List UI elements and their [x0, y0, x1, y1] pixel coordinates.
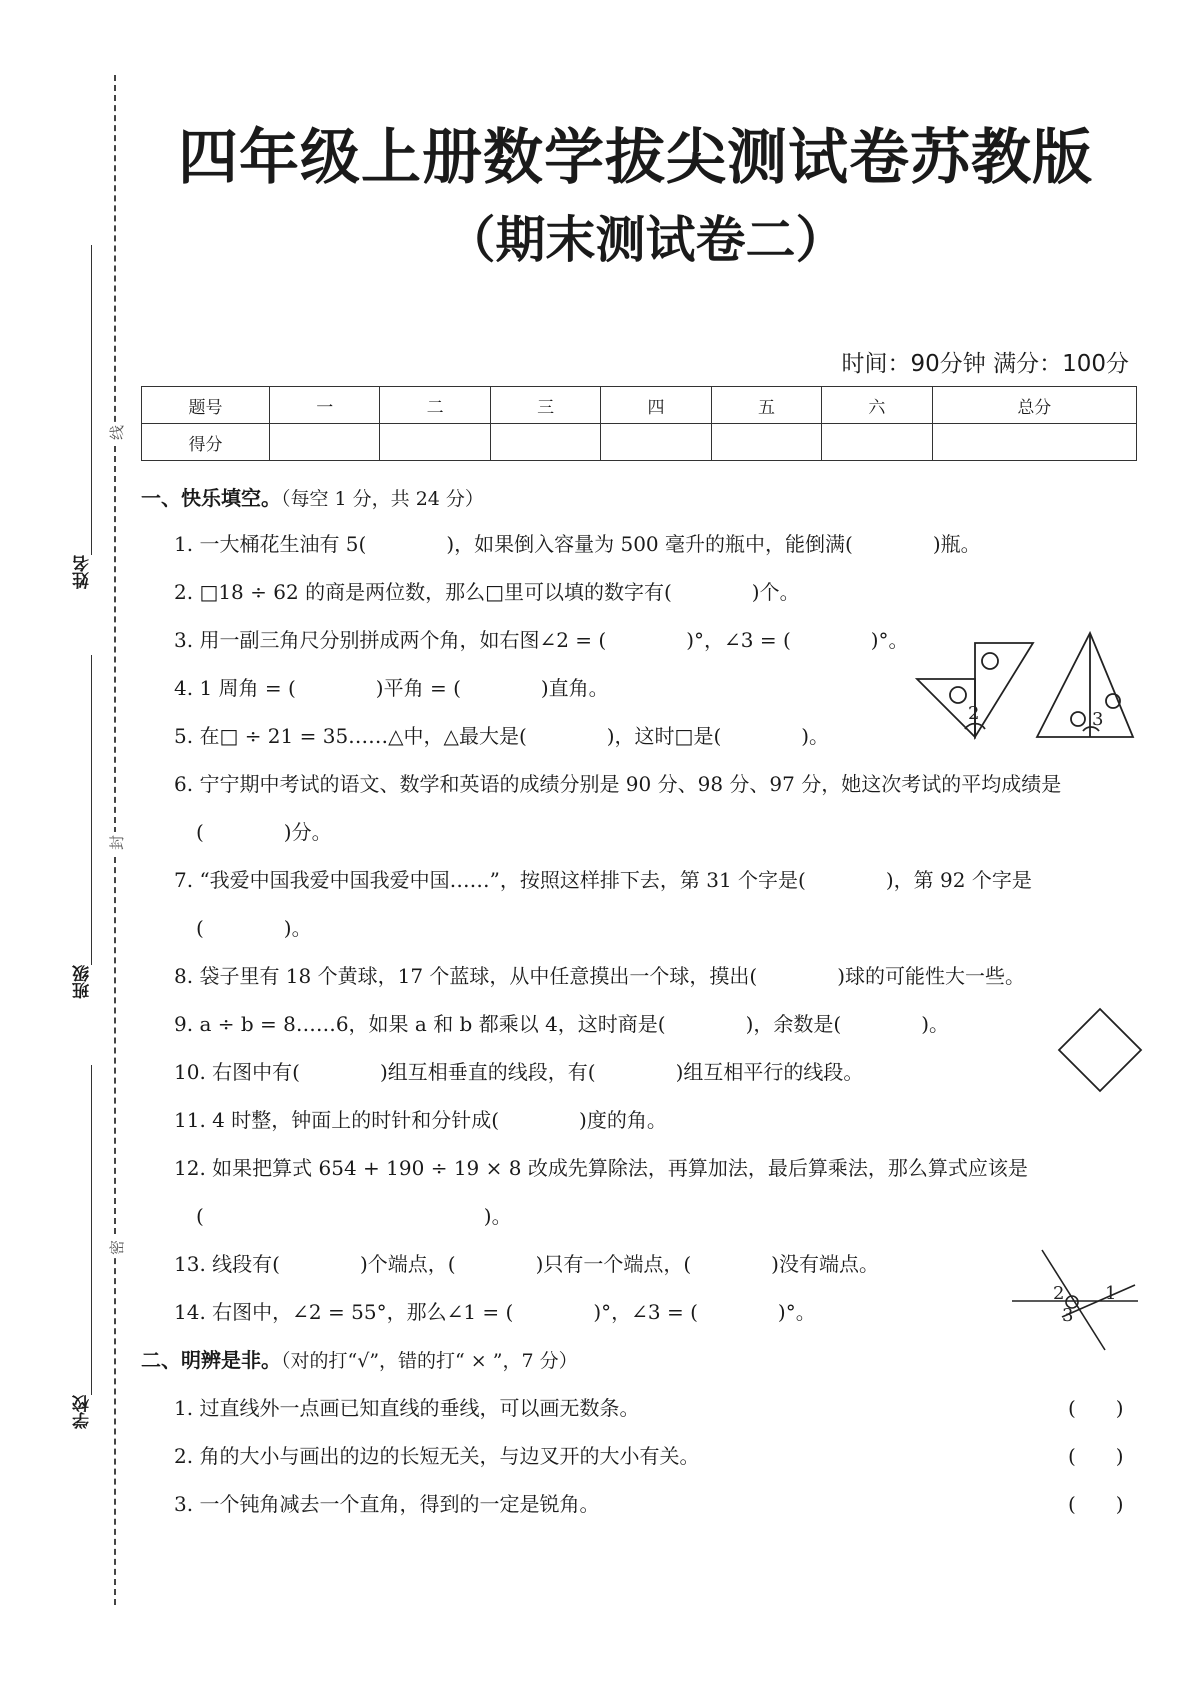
- question-1-2: 2. □18 ÷ 62 的商是两位数，那么□里可以填的数字有( )个。: [174, 580, 800, 604]
- score-cell[interactable]: [601, 424, 711, 461]
- angle-2-label: 2: [968, 703, 980, 724]
- score-cell[interactable]: [490, 424, 600, 461]
- class-field-label: 班级: [73, 965, 93, 999]
- seal-char-xian: 线: [109, 424, 124, 442]
- class-field-line[interactable]: [91, 655, 92, 965]
- school-field-label: 学校: [73, 1395, 93, 1429]
- square-figure: [1055, 1005, 1145, 1095]
- question-1-12: 12. 如果把算式 654 + 190 ÷ 19 × 8 改成先算除法，再算加法，最后算乘法，那么算式应该是: [174, 1156, 1028, 1180]
- header-cell: 总分: [932, 387, 1136, 424]
- set-square-figure: [915, 625, 1135, 745]
- name-field-line[interactable]: [91, 245, 92, 555]
- answer-box-2-2[interactable]: ( ): [1068, 1444, 1124, 1468]
- page-subtitle: （期末测试卷二）: [445, 211, 846, 269]
- score-table-header-row: [142, 387, 1137, 424]
- section-1-note: （每空 1 分，共 24 分）: [281, 488, 484, 510]
- question-1-11: 11. 4 时整，钟面上的时针和分针成( )度的角。: [174, 1108, 667, 1132]
- angle-2-label: 2: [1053, 1283, 1065, 1304]
- question-1-7-cont: ( )。: [196, 916, 312, 940]
- page-title: 四年级上册数学拔尖测试卷苏教版: [178, 123, 1093, 193]
- seal-char-feng: 封: [109, 834, 124, 852]
- answer-box-2-3[interactable]: ( ): [1068, 1492, 1124, 1516]
- question-1-13: 13. 线段有( )个端点，( )只有一个端点，( )没有端点。: [174, 1252, 879, 1276]
- header-cell: 四: [601, 387, 711, 424]
- intersecting-lines-figure: [1010, 1245, 1140, 1355]
- question-1-6: 6. 宁宁期中考试的语文、数学和英语的成绩分别是 90 分、98 分、97 分，她这次考试的平均成绩是: [174, 772, 1062, 796]
- section-2-note: （对的打“√”，错的打“ × ”，7 分）: [281, 1350, 578, 1372]
- answer-box-2-1[interactable]: ( ): [1068, 1396, 1124, 1420]
- question-1-4: 4. 1 周角 = ( )平角 = ( )直角。: [174, 676, 609, 700]
- question-1-10: 10. 右图中有( )组互相垂直的线段，有( )组互相平行的线段。: [174, 1060, 864, 1084]
- school-field-line[interactable]: [91, 1065, 92, 1395]
- score-cell[interactable]: [270, 424, 380, 461]
- header-cell: 六: [822, 387, 932, 424]
- section-1-heading: [141, 482, 484, 511]
- section-2-heading: [141, 1344, 578, 1373]
- question-1-8: 8. 袋子里有 18 个黄球，17 个蓝球，从中任意摸出一个球，摸出( )球的可能性大一些。: [174, 964, 1026, 988]
- section-2-title: 二、明辨是非。: [141, 1348, 281, 1372]
- header-cell: 题号: [142, 387, 270, 424]
- exam-meta: 时间：90分钟 满分：100分: [841, 351, 1129, 377]
- header-cell: 二: [380, 387, 490, 424]
- question-1-1: 1. 一大桶花生油有 5( )，如果倒入容量为 500 毫升的瓶中，能倒满( )瓶。: [174, 532, 981, 556]
- question-1-6-cont: ( )分。: [196, 820, 332, 844]
- score-cell[interactable]: [932, 424, 1136, 461]
- angle-3-label: 3: [1062, 1305, 1074, 1326]
- question-1-7: 7. “我爱中国我爱中国我爱中国……”，按照这样排下去，第 31 个字是( )，第 92 个字是: [174, 868, 1032, 892]
- question-1-14: 14. 右图中，∠2 = 55°，那么∠1 = ( )°，∠3 = ( )°。: [174, 1300, 816, 1324]
- name-field-label: 姓名: [73, 555, 93, 589]
- score-row-label: 得分: [142, 424, 270, 461]
- seal-char-mi: 密: [109, 1239, 124, 1257]
- angle-1-label: 1: [1105, 1283, 1117, 1304]
- header-cell: 一: [270, 387, 380, 424]
- angle-3-label: 3: [1092, 709, 1104, 730]
- question-2-2: 2. 角的大小与画出的边的长短无关，与边叉开的大小有关。: [174, 1444, 700, 1468]
- question-2-3: 3. 一个钝角减去一个直角，得到的一定是锐角。: [174, 1492, 600, 1516]
- question-1-12-cont: ( )。: [196, 1204, 512, 1228]
- score-table: [141, 386, 1137, 461]
- question-1-5: 5. 在□ ÷ 21 = 35……△中，△最大是( )，这时□是( )。: [174, 724, 830, 748]
- score-table-score-row: [142, 424, 1137, 461]
- question-2-1: 1. 过直线外一点画已知直线的垂线，可以画无数条。: [174, 1396, 640, 1420]
- question-1-9: 9. a ÷ b = 8……6，如果 a 和 b 都乘以 4，这时商是( )，余数是( )。: [174, 1012, 950, 1036]
- score-cell[interactable]: [380, 424, 490, 461]
- score-cell[interactable]: [711, 424, 821, 461]
- header-cell: 五: [711, 387, 821, 424]
- header-cell: 三: [490, 387, 600, 424]
- section-1-title: 一、快乐填空。: [141, 486, 281, 510]
- score-cell[interactable]: [822, 424, 932, 461]
- question-1-3: 3. 用一副三角尺分别拼成两个角，如右图∠2 = ( )°，∠3 = ( )°。: [174, 628, 909, 652]
